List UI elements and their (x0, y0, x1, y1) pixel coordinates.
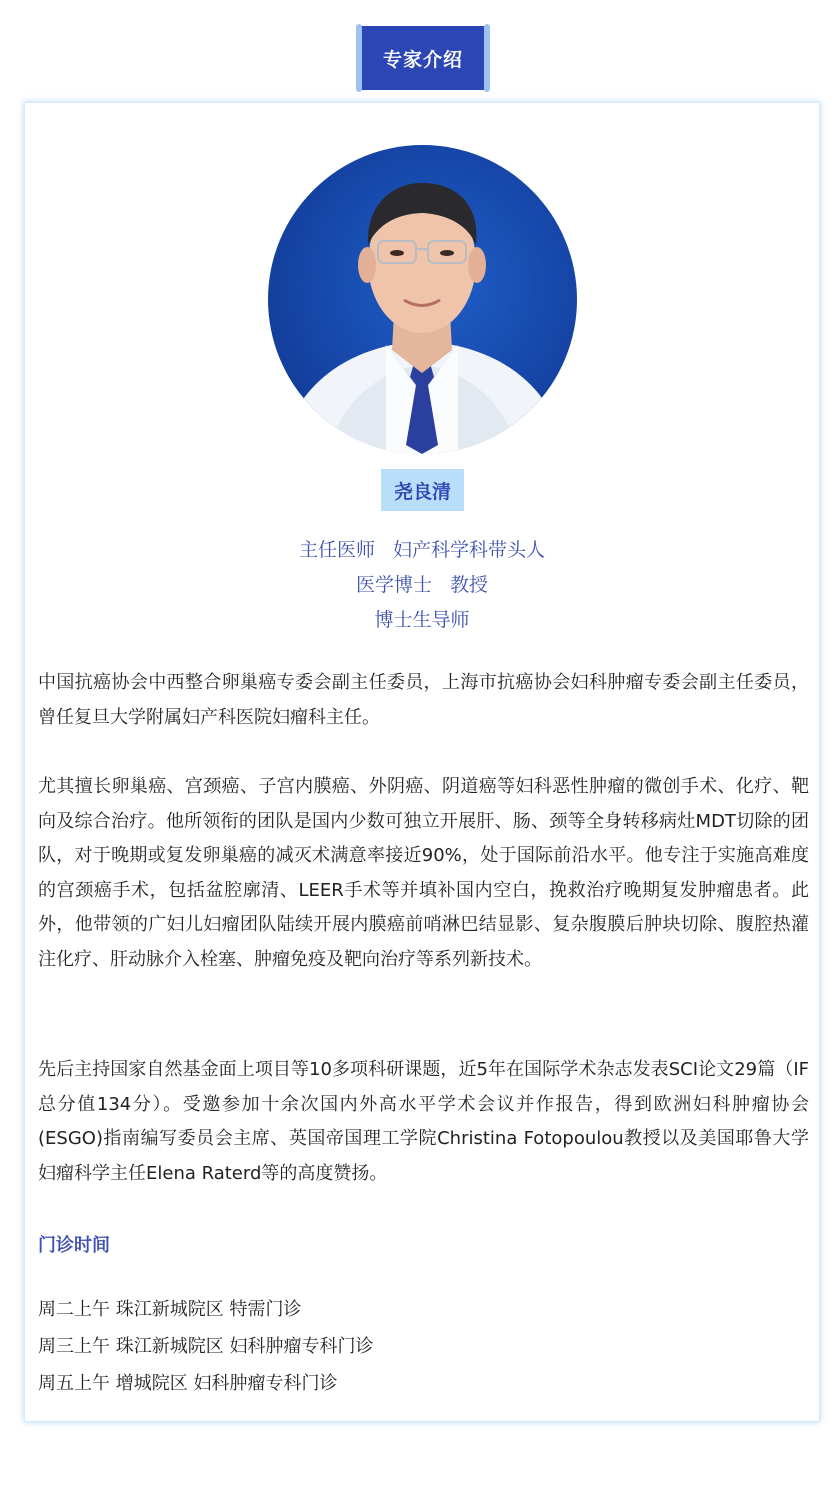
doctor-title-line: 医学博士 教授 (355, 574, 489, 596)
expert-card (24, 102, 820, 1422)
banner-rod-left (356, 24, 362, 92)
doctor-title-line: 主任医师 妇产科学科带头人 (298, 539, 546, 561)
banner-rod-right (484, 24, 490, 92)
doctor-portrait (268, 145, 577, 454)
section-header (0, 26, 839, 92)
bio-paragraph-expertise: 尤其擅长卵巢癌、宫颈癌、子宫内膜癌、外阴癌、阴道癌等妇科恶性肿瘤的微创手术、化疗、靶向及综合治疗。他所领衔的团队是国内少数可独立开展肝、肠、颈等全身转移病灶MDT切除的团队，对于晚期或复发卵巢癌的减灭术满意率接近90%，处于国际前沿水平。他专注于实施高难度的宫颈癌手术，包括盆腔廓清、LEER手术等并填补国内空白，挽救治疗晚期复发肿瘤患者。此外，他带领的广妇儿妇瘤团队陆续开展内膜癌前哨淋巴结显影、复杂腹膜后肿块切除、腹腔热灌注化疗、肝动脉介入栓塞、肿瘤免疫及靶向治疗等系列新技术。 (38, 776, 809, 970)
doctor-titles (25, 533, 819, 638)
schedule-item: 周五上午 增城院区 妇科肿瘤专科门诊 (38, 1373, 338, 1394)
doctor-name-tag (381, 469, 464, 511)
doctor-name: 尧良清 (393, 480, 451, 503)
header-title: 专家介绍 (382, 48, 463, 71)
doctor-title-line: 博士生导师 (374, 609, 470, 631)
bio-paragraph-research: 先后主持国家自然基金面上项目等10多项科研课题，近5年在国际学术杂志发表SCI论文29篇（IF总分值134分）。受邀参加十余次国内外高水平学术会议并作报告，得到欧洲妇科肿瘤协会(ESGO)指南编写委员会主席、英国帝国理工学院Christina Fotopoulou教授以及美国耶鲁大学妇瘤科学主任Elena Raterd等的高度赞扬。 (38, 1059, 809, 1184)
clinic-hours-heading: 门诊时间 (38, 1235, 110, 1256)
schedule-item: 周三上午 珠江新城院区 妇科肿瘤专科门诊 (38, 1336, 374, 1357)
bio-paragraph-positions: 中国抗癌协会中西整合卵巢癌专委会副主任委员，上海市抗癌协会妇科肿瘤专委会副主任委员，曾任复旦大学附属妇产科医院妇瘤科主任。 (38, 672, 809, 728)
schedule-item: 周二上午 珠江新城院区 特需门诊 (38, 1299, 302, 1320)
doctor-photo-illustration (268, 145, 577, 454)
header-banner (357, 26, 489, 90)
clinic-schedule (38, 1291, 809, 1402)
